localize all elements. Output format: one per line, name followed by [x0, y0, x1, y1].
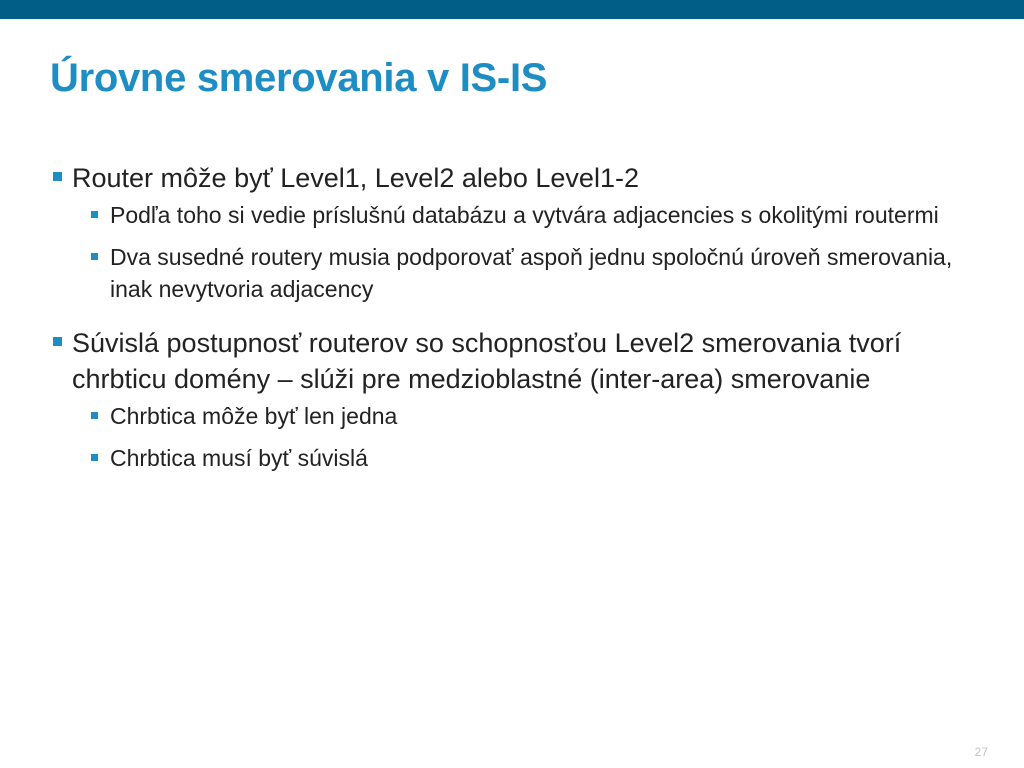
page-number: 27: [974, 745, 988, 759]
bullet-level1: [52, 325, 972, 397]
square-bullet-icon: [91, 454, 98, 461]
square-bullet-icon: [91, 412, 98, 419]
bullet-text: Dva susedné routery musia podporovať aspoň jednu spoločnú úroveň smerovania, inak nevytvoria adjacency: [110, 244, 953, 302]
bullet-level1: [52, 160, 972, 196]
square-bullet-icon: [53, 337, 62, 346]
bullet-text: Súvislá postupnosť routerov so schopnosťou Level2 smerovania tvorí chrbticu domény – slúži pre medzioblastné (inter-area) smerovanie: [72, 328, 902, 394]
bullet-text: Podľa toho si vedie príslušnú databázu a vytvára adjacencies s okolitými routermi: [110, 202, 939, 228]
square-bullet-icon: [91, 253, 98, 260]
bullet-level2: [90, 241, 972, 305]
slide-title: Úrovne smerovania v IS-IS: [50, 56, 548, 100]
top-bar: [0, 0, 1024, 19]
slide-content: [52, 160, 972, 474]
bullet-text: Chrbtica musí byť súvislá: [110, 445, 368, 471]
bullet-text: Router môže byť Level1, Level2 alebo Level1-2: [72, 163, 639, 193]
bullet-level2: [90, 199, 972, 231]
bullet-level2: [90, 400, 972, 432]
square-bullet-icon: [91, 211, 98, 218]
bullet-level2: [90, 442, 972, 474]
bullet-text: Chrbtica môže byť len jedna: [110, 403, 398, 429]
square-bullet-icon: [53, 172, 62, 181]
